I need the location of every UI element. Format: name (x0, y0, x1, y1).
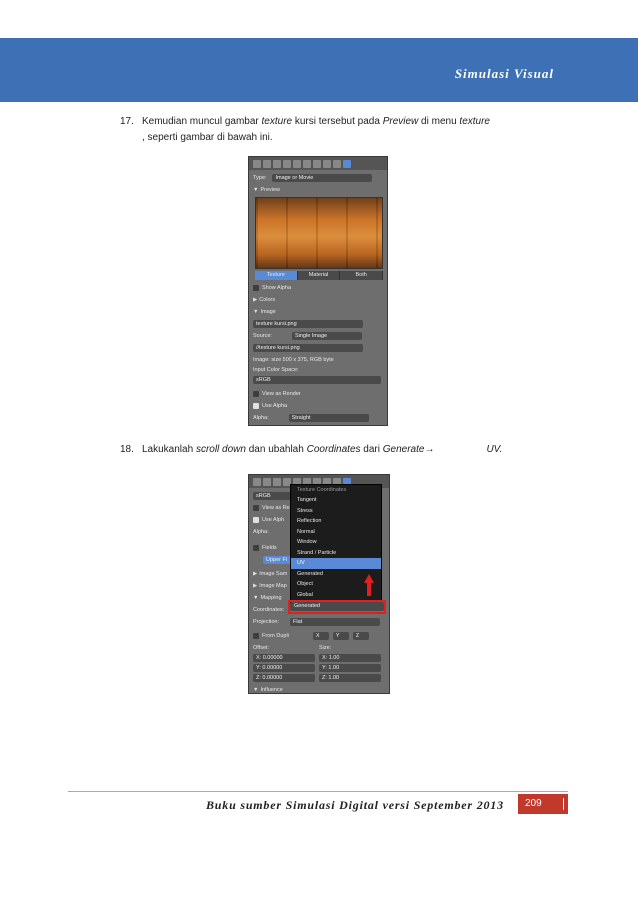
alpha-label: Alpha: (253, 528, 269, 535)
influence-header[interactable] (253, 685, 385, 694)
preview-mode-tabs (255, 271, 383, 280)
step-number: 17. (120, 116, 134, 127)
menu-title: Texture Coordinates (297, 487, 347, 493)
offset-size-labels (253, 643, 385, 652)
step-number: 18. (120, 444, 134, 455)
axis-x-button[interactable]: X (313, 632, 329, 640)
show-alpha-label: Show Alpha (262, 284, 292, 291)
menu-item-object[interactable]: Object (297, 581, 313, 587)
use-alpha-label: Use Alph (262, 516, 285, 523)
use-alpha-checkbox[interactable] (253, 517, 259, 523)
fields-checkbox[interactable] (253, 545, 259, 551)
step-italic: scroll down (195, 444, 246, 455)
expand-triangle-icon: ▼ (253, 594, 259, 601)
collapsed-triangle-icon: ▶ (253, 582, 258, 589)
menu-item-uv[interactable]: UV (291, 558, 381, 569)
alpha-row (253, 413, 383, 422)
alpha-label: Alpha: (253, 414, 269, 421)
render-icon[interactable] (263, 160, 271, 168)
view-as-render-checkbox[interactable] (253, 391, 259, 397)
tab-material[interactable]: Material (298, 271, 341, 280)
step-text: Lakukanlah (142, 444, 196, 455)
object-icon[interactable] (293, 160, 301, 168)
collapsed-triangle-icon: ▶ (253, 296, 258, 303)
preview-header[interactable] (253, 185, 383, 194)
offset-z-field[interactable]: Z: 0.00000 (253, 674, 315, 682)
view-as-render-checkbox[interactable] (253, 505, 259, 511)
step-italic: Generate (382, 444, 425, 455)
step-italic: texture (261, 116, 293, 127)
view-as-render-label: View as Render (262, 390, 301, 397)
step-18 (120, 442, 540, 458)
alpha-select[interactable]: Straight (289, 414, 369, 422)
image-name-field[interactable]: texture kursi.png (253, 320, 363, 328)
header-title: Simulasi Visual (454, 66, 554, 81)
world-icon[interactable] (283, 160, 291, 168)
menu-item-strand-particle[interactable]: Strand / Particle (297, 549, 337, 556)
color-space-select[interactable]: sRGB (253, 376, 381, 384)
color-space-select[interactable]: sRGB (253, 492, 293, 500)
material-icon[interactable] (333, 160, 341, 168)
file-path-field[interactable]: //texture kursi.png (253, 344, 363, 352)
red-up-arrow-icon (364, 574, 374, 596)
step-italic: Coordinates (306, 444, 361, 455)
preview-label: Preview (260, 186, 281, 193)
show-alpha-checkbox[interactable] (253, 285, 259, 291)
offset-y-field[interactable]: Y: 0.00000 (253, 664, 315, 672)
menu-item-global[interactable]: Global (297, 591, 313, 598)
blender-texture-panel (248, 156, 388, 426)
use-alpha-row[interactable] (253, 401, 383, 410)
colors-header[interactable] (253, 295, 383, 304)
from-dupli-checkbox[interactable] (253, 633, 259, 639)
step-italic: texture (459, 116, 490, 127)
properties-toolbar (249, 157, 387, 170)
arrow-icon: → (424, 444, 435, 455)
step-text: Kemudian muncul gambar (142, 116, 262, 127)
from-dupli-row (253, 631, 385, 640)
step-text: kursi tersebut pada (292, 116, 383, 127)
footer-text: Buku sumber Simulasi Digital versi September 2013 (206, 798, 504, 812)
view-as-render-row[interactable] (253, 389, 383, 398)
tab-texture[interactable]: Texture (255, 271, 298, 280)
editor-type-icon[interactable] (253, 160, 261, 168)
modifiers-icon[interactable] (313, 160, 321, 168)
menu-item-tangent[interactable]: Tangent (297, 497, 317, 503)
mapping-label: Mapping (260, 594, 282, 601)
step-text: dan ubahlah (245, 444, 307, 455)
step-text: dari (360, 444, 383, 455)
type-label: Type: (253, 174, 267, 181)
image-sampling-label: Image Sam (259, 570, 288, 577)
fields-label: Fields (262, 544, 277, 551)
from-dupli-label: From Dupli (262, 632, 289, 639)
step-text: , seperti gambar di bawah ini. (142, 132, 273, 143)
source-label: Source: (253, 332, 272, 339)
step-italic: Preview (382, 116, 419, 127)
axis-z-button[interactable]: Z (353, 632, 369, 640)
texture-icon[interactable] (343, 160, 351, 168)
footer-divider (68, 791, 568, 792)
projection-row (253, 617, 385, 626)
projection-select[interactable]: Flat (290, 618, 380, 626)
image-mapping-label: Image Map (259, 582, 287, 589)
tab-both[interactable]: Both (340, 271, 383, 280)
size-label: Size: (319, 644, 332, 651)
xyz-row-2 (253, 663, 385, 672)
size-x-field[interactable]: X: 1.00 (319, 654, 381, 662)
menu-item-normal[interactable]: Normal (297, 528, 315, 535)
coordinates-select[interactable]: Generated (290, 602, 384, 611)
highlight-box (288, 600, 386, 614)
offset-label: Offset: (253, 644, 270, 651)
axis-y-button[interactable]: Y (333, 632, 349, 640)
page-number: 209 (518, 794, 568, 814)
expand-triangle-icon: ▼ (253, 186, 259, 193)
source-select[interactable]: Single Image (292, 332, 362, 340)
menu-item-window[interactable]: Window (297, 539, 317, 545)
image-label: Image (260, 308, 276, 315)
step-17 (120, 114, 540, 146)
scene-icon[interactable] (273, 478, 281, 486)
texture-preview-image (255, 197, 383, 269)
step-italic: UV. (486, 444, 503, 455)
projection-label: Projection: (253, 618, 279, 625)
scene-icon[interactable] (273, 160, 281, 168)
image-header[interactable] (253, 307, 383, 316)
render-icon[interactable] (263, 478, 271, 486)
view-as-render-label: View as Re (262, 504, 290, 511)
show-alpha-row[interactable] (253, 283, 383, 292)
type-select[interactable]: Image or Movie (272, 174, 372, 182)
size-z-field[interactable]: Z: 1.00 (319, 674, 381, 682)
constraints-icon[interactable] (303, 160, 311, 168)
step-text: di menu (418, 116, 460, 127)
offset-x-field[interactable]: X: 0.00000 (253, 654, 315, 662)
use-alpha-checkbox[interactable] (253, 403, 259, 409)
size-y-field[interactable]: Y: 1.00 (319, 664, 381, 672)
colors-label: Colors (259, 296, 276, 303)
xyz-row-1 (253, 653, 385, 662)
data-icon[interactable] (323, 160, 331, 168)
type-row (253, 173, 383, 182)
use-alpha-label: Use Alpha (262, 402, 288, 409)
file-path-row (253, 343, 383, 352)
upper-first-button[interactable]: Upper Fi (263, 556, 293, 564)
expand-triangle-icon: ▼ (253, 308, 259, 315)
expand-triangle-icon: ▼ (253, 686, 259, 693)
menu-item-stress[interactable]: Stress (297, 507, 313, 514)
menu-item-generated[interactable]: Generated (297, 570, 323, 577)
color-space-row (253, 375, 383, 384)
source-row (253, 331, 383, 340)
input-color-label: Input Color Space: (253, 366, 299, 373)
editor-type-icon[interactable] (253, 478, 261, 486)
collapsed-triangle-icon: ▶ (253, 570, 258, 577)
coordinates-label: Coordinates: (253, 606, 285, 613)
influence-label: Influence (260, 686, 283, 693)
image-info: Image: size 500 x 375, RGB byte (253, 356, 334, 363)
menu-item-reflection[interactable]: Reflection (297, 518, 322, 524)
image-name-row (253, 319, 383, 328)
xyz-row-3 (253, 673, 385, 682)
